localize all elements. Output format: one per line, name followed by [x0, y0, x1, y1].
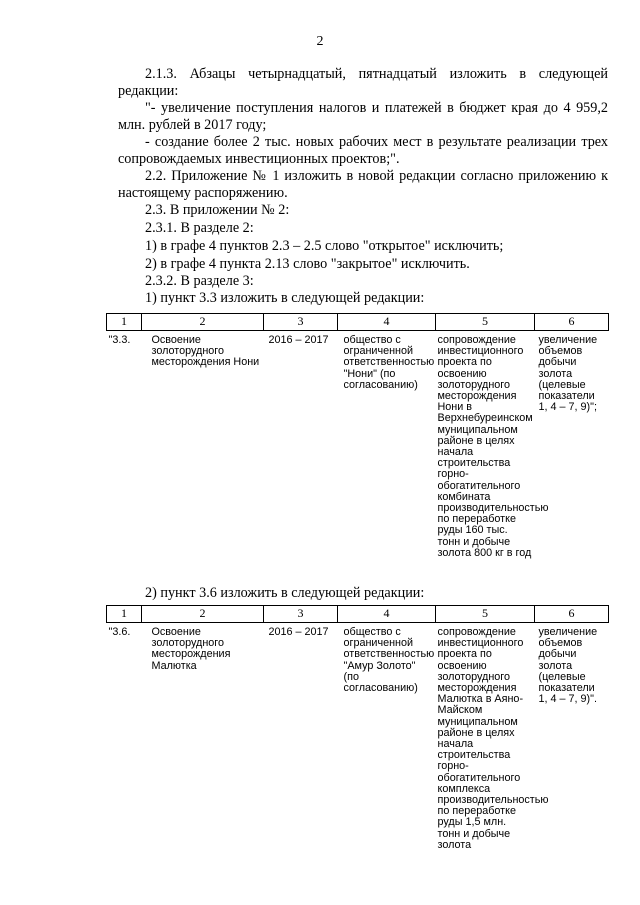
line-item-2-section-2: 2) в графе 4 пункта 2.13 слово "закрытое" исключить. [145, 256, 470, 272]
header-col-1: 1 [107, 314, 142, 331]
header-col-1: 1 [107, 606, 142, 623]
header-col-3: 3 [264, 606, 338, 623]
header-col-6: 6 [535, 314, 609, 331]
header-col-6: 6 [535, 606, 609, 623]
paragraph-quote-jobs: - создание более 2 тыс. новых рабочих мест в результате реализации трех сопровождаемых инвестиционных проектов;". [118, 134, 608, 168]
line-2-3: 2.3. В приложении № 2: [145, 202, 290, 218]
table-item-3-3 [106, 313, 609, 559]
table-header-row [107, 314, 609, 331]
line-item-1-section-2: 1) в графе 4 пунктов 2.3 – 2.5 слово "открытое" исключить; [145, 238, 504, 254]
header-col-4: 4 [338, 606, 436, 623]
table-row [107, 331, 609, 560]
header-col-2: 2 [142, 606, 264, 623]
cell-period: 2016 – 2017 [268, 334, 329, 346]
table-header-row [107, 606, 609, 623]
header-col-3: 3 [264, 314, 338, 331]
line-2-3-1: 2.3.1. В разделе 2: [145, 220, 254, 236]
cell-content: сопровождение инвестиционного проекта по освоению золоторудного месторождения Малютка в Аяно-Майском муниципальном районе в целях начала строительства горно-обогатительного комплекса производительностью по переработке руды 1,5 млн. тонн и добыче золота [437, 626, 549, 851]
line-item-3-3-intro: 1) пункт 3.3 изложить в следующей редакции: [145, 290, 425, 306]
cell-period: 2016 – 2017 [268, 626, 329, 638]
cell-content: сопровождение инвестиционного проекта по освоению золоторудного месторождения Нони в Верхнебуреинском муниципальном районе в целях начала строительства горно-обогатительного комбината производительностью по переработке руды 160 тыс. тонн и добыче золота 800 кг в год [437, 334, 549, 559]
header-col-4: 4 [338, 314, 436, 331]
paragraph-quote-taxes: "- увеличение поступления налогов и платежей в бюджет края до 4 959,2 млн. рублей в 2017 году; [118, 100, 608, 134]
cell-result: увеличение объемов добычи золота (целевые показатели 1, 4 – 7, 9)"; [538, 334, 598, 414]
table-row [107, 623, 609, 852]
header-col-2: 2 [142, 314, 264, 331]
line-item-3-6-intro: 2) пункт 3.6 изложить в следующей редакции: [145, 585, 425, 601]
cell-executor: общество с ограниченной ответственностью "Амур Золото" (по согласованию) [343, 626, 435, 695]
cell-name: Освоение золоторудного месторождения Малютка [151, 626, 231, 672]
line-2-3-2: 2.3.2. В разделе 3: [145, 273, 254, 289]
table-item-3-6 [106, 605, 609, 851]
cell-name: Освоение золоторудного месторождения Нони [151, 334, 260, 369]
header-col-5: 5 [436, 606, 535, 623]
paragraph-2-2: 2.2. Приложение № 1 изложить в новой редакции согласно приложению к настоящему распоряжению. [118, 168, 608, 202]
cell-executor: общество с ограниченной ответственностью "Нони" (по согласованию) [343, 334, 435, 391]
cell-num: "3.3. [108, 334, 131, 346]
page-number: 2 [316, 34, 324, 49]
cell-result: увеличение объемов добычи золота (целевые показатели 1, 4 – 7, 9)". [538, 626, 598, 706]
paragraph-2-1-3: 2.1.3. Абзацы четырнадцатый, пятнадцатый изложить в следующей редакции: [118, 66, 608, 100]
cell-num: "3.6. [108, 626, 131, 638]
header-col-5: 5 [436, 314, 535, 331]
